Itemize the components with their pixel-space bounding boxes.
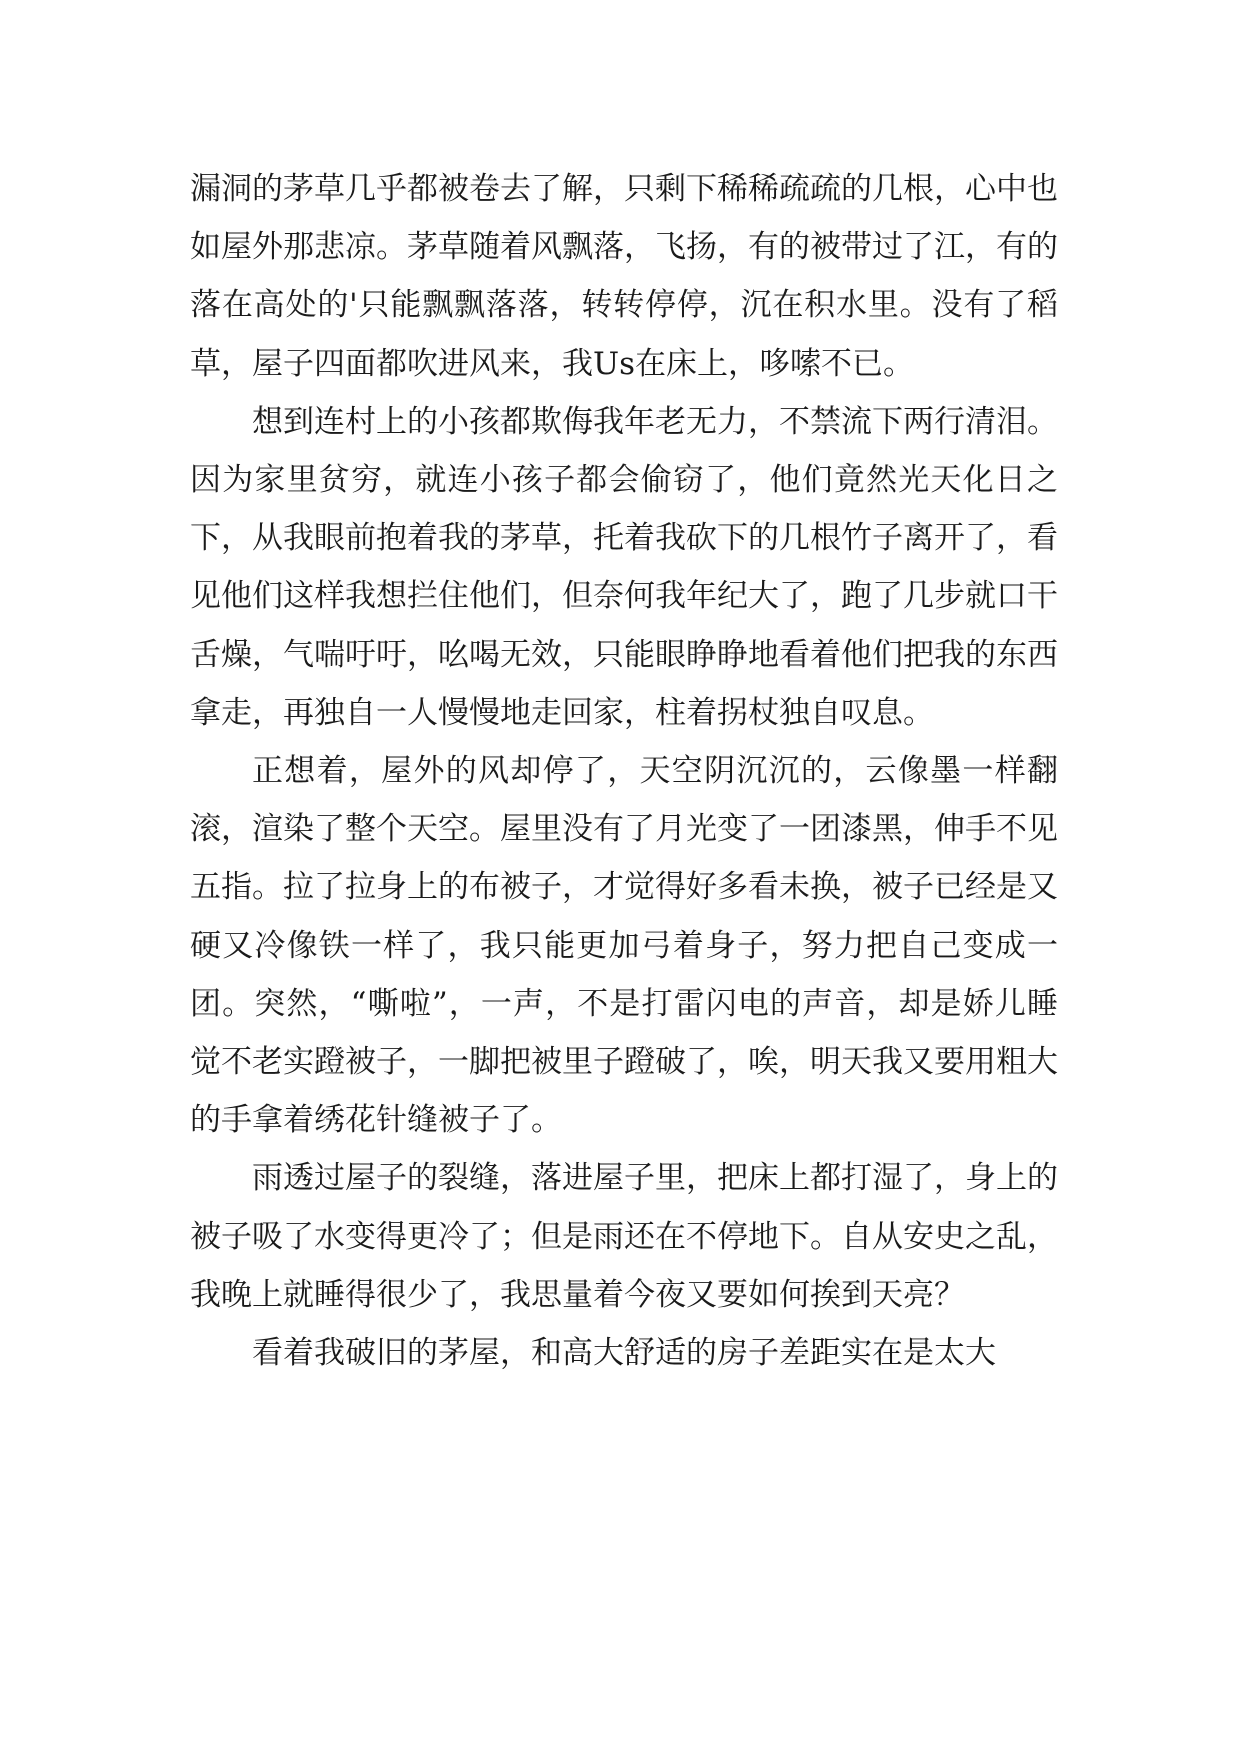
paragraph-4: 雨透过屋子的裂缝，落进屋子里，把床上都打湿了，身上的被子吸了水变得更冷了；但是雨还在不停地下。自从安史之乱，我晚上就睡得很少了，我思量着今夜又要如何挨到天亮？: [190, 1160, 1058, 1313]
body-text: [190, 160, 1058, 1382]
paragraph-1: 漏洞的茅草几乎都被卷去了解，只剩下稀稀疏疏的几根，心中也如屋外那悲凉。茅草随着风飘落，飞扬，有的被带过了江，有的落在高处的'只能飘飘落落，转转停停，沉在积水里。没有了稻草，屋子四面都吹进风来，我Us在床上，哆嗦不已。: [190, 171, 1058, 382]
paragraph-5: 看着我破旧的茅屋，和高大舒适的房子差距实在是太大: [252, 1335, 996, 1372]
paragraph-3: 正想着，屋外的风却停了，天空阴沉沉的，云像墨一样翻滚，渲染了整个天空。屋里没有了月光变了一团漆黑，伸手不见五指。拉了拉身上的布被子，才觉得好多看未换，被子已经是又硬又冷像铁一样了，我只能更加弓着身子，努力把自己变成一团。突然，“嘶啦”，一声，不是打雷闪电的声音，却是娇儿睡觉不老实蹬被子，一脚把被里子蹬破了，唉，明天我又要用粗大的手拿着绣花针缝被子了。: [190, 753, 1058, 1139]
paragraph-2: 想到连村上的小孩都欺侮我年老无力，不禁流下两行清泪。因为家里贫穷，就连小孩子都会偷窃了，他们竟然光天化日之下，从我眼前抱着我的茅草，托着我砍下的几根竹子离开了，看见他们这样我想拦住他们，但奈何我年纪大了，跑了几步就口干舌燥，气喘吁吁，吆喝无效，只能眼睁睁地看着他们把我的东西拿走，再独自一人慢慢地走回家，柱着拐杖独自叹息。: [190, 403, 1058, 731]
